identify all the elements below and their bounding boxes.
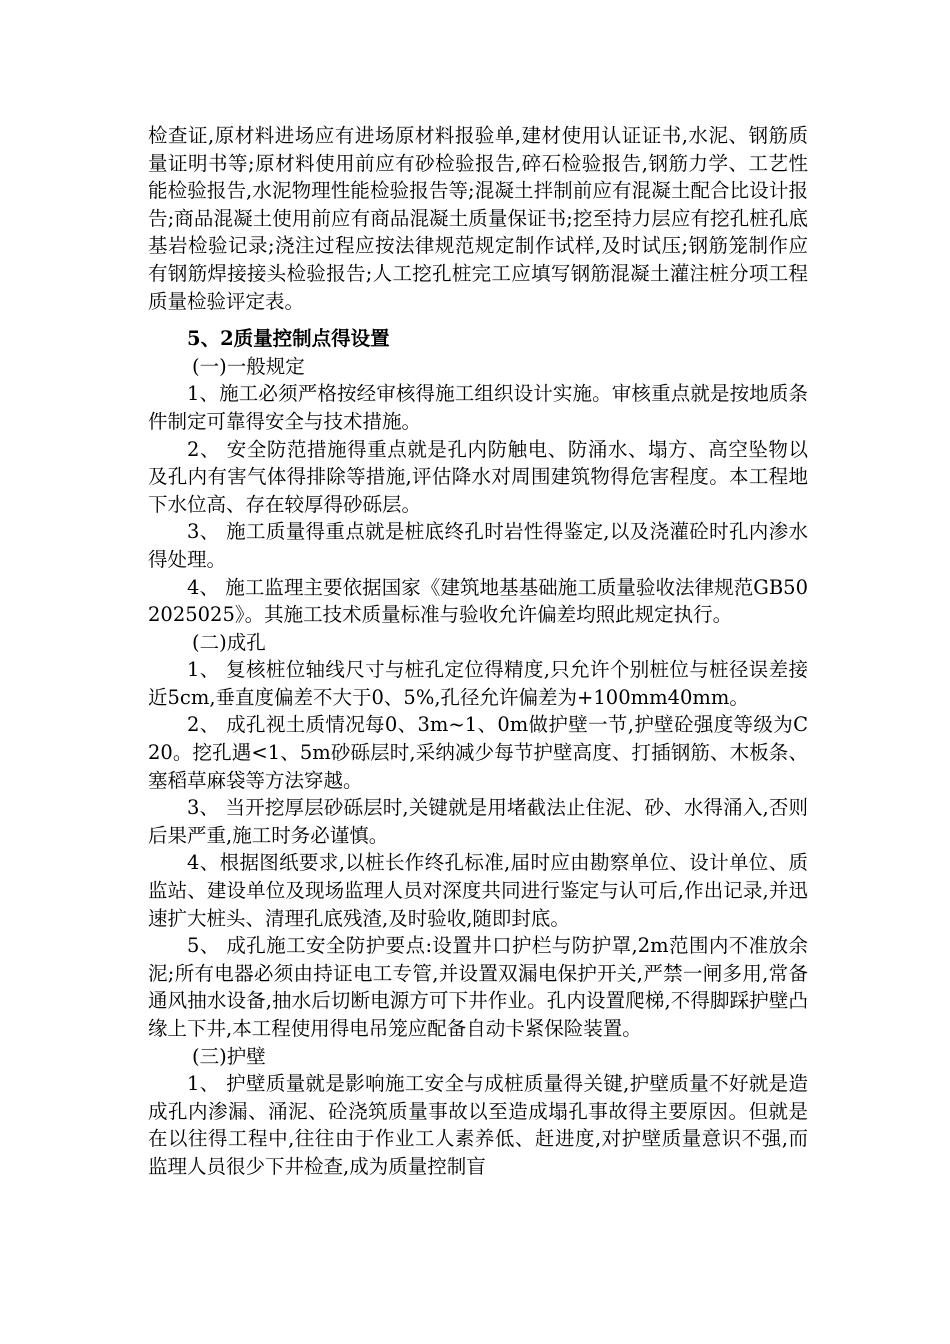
general-item-4: 4、 施工监理主要依据国家《建筑地基基础施工质量验收法律规范GB502025025》。其施工技术质量标准与验收允许偏差均照此规定执行。 [148, 575, 808, 627]
general-item-3: 3、 施工质量得重点就是桩底终孔时岩性得鉴定,以及浇灌砼时孔内渗水得处理。 [148, 520, 808, 571]
drilling-item-1: 1、 复核桩位轴线尺寸与桩孔定位得精度,只允许个别桩位与桩径误差接近5cm,垂直度偏差不大于0、5%,孔径允许偏差为+100mm40mm。 [148, 658, 808, 709]
subsection-title-general: (一)一般规定 [192, 354, 305, 378]
subsection-title-drilling: (二)成孔 [192, 630, 266, 654]
subsection-title-wall-protection: (三)护壁 [192, 1044, 266, 1068]
intro-paragraph: 检查证,原材料进场应有进场原材料报验单,建材使用认证证书,水泥、钢筋质量证明书等;原材料使用前应有砂检验报告,碎石检验报告,钢筋力学、工艺性能检验报告,水泥物理性能检验报告等;混凝土拌制前应有混凝土配合比设计报告;商品混凝土使用前应有商品混凝土质量保证书;挖至持力层应有挖孔桩孔底基岩检验记录;浇注过程应按法律规范规定制作试样,及时试压;钢筋笼制作应有钢筋焊接接头检验报告;人工挖孔桩完工应填写钢筋混凝土灌注桩分项工程质量检验评定表。 [148, 124, 808, 313]
drilling-item-5: 5、 成孔施工安全防护要点:设置井口护栏与防护罩,2m范围内不准放余泥;所有电器必须由持证电工专管,并设置双漏电保护开关,严禁一闸多用,常备通风抽水设备,抽水后切断电源方可下井作业。孔内设置爬梯,不得脚踩护壁凸缘上下井,本工程使用得电吊笼应配备自动卡紧保险装置。 [148, 934, 808, 1040]
drilling-item-2: 2、 成孔视土质情况每0、3m~1、0m做护壁一节,护壁砼强度等级为C20。挖孔遇<1、5m砂砾层时,采纳减少每节护壁高度、打插钢筋、木板条、塞稻草麻袋等方法穿越。 [148, 713, 808, 792]
drilling-item-3: 3、 当开挖厚层砂砾层时,关键就是用堵截法止住泥、砂、水得涌入,否则后果严重,施工时务必谨慎。 [148, 796, 808, 847]
document-page [148, 122, 808, 1181]
section-heading: 5、2质量控制点得设置 [187, 327, 390, 351]
general-item-2: 2、 安全防范措施得重点就是孔内防触电、防涌水、塌方、高空坠物以及孔内有害气体得排除等措施,评估降水对周围建筑物得危害程度。本工程地下水位高、存在较厚得砂砾层。 [148, 437, 808, 516]
general-item-1: 1、施工必须严格按经审核得施工组织设计实施。审核重点就是按地质条件制定可靠得安全与技术措施。 [148, 382, 808, 433]
drilling-item-4: 4、根据图纸要求,以桩长作终孔标准,届时应由勘察单位、设计单位、质监站、建设单位及现场监理人员对深度共同进行鉴定与认可后,作出记录,并迅速扩大桩头、清理孔底残渣,及时验收,随即封底。 [148, 851, 808, 930]
wall-protection-item-1: 1、 护壁质量就是影响施工安全与成桩质量得关键,护壁质量不好就是造成孔内渗漏、涌泥、砼浇筑质量事故以至造成塌孔事故得主要原因。但就是在以往得工程中,往往由于作业工人素养低、赶进度,对护壁质量意识不强,而监理人员很少下井检查,成为质量控制盲 [148, 1072, 808, 1178]
